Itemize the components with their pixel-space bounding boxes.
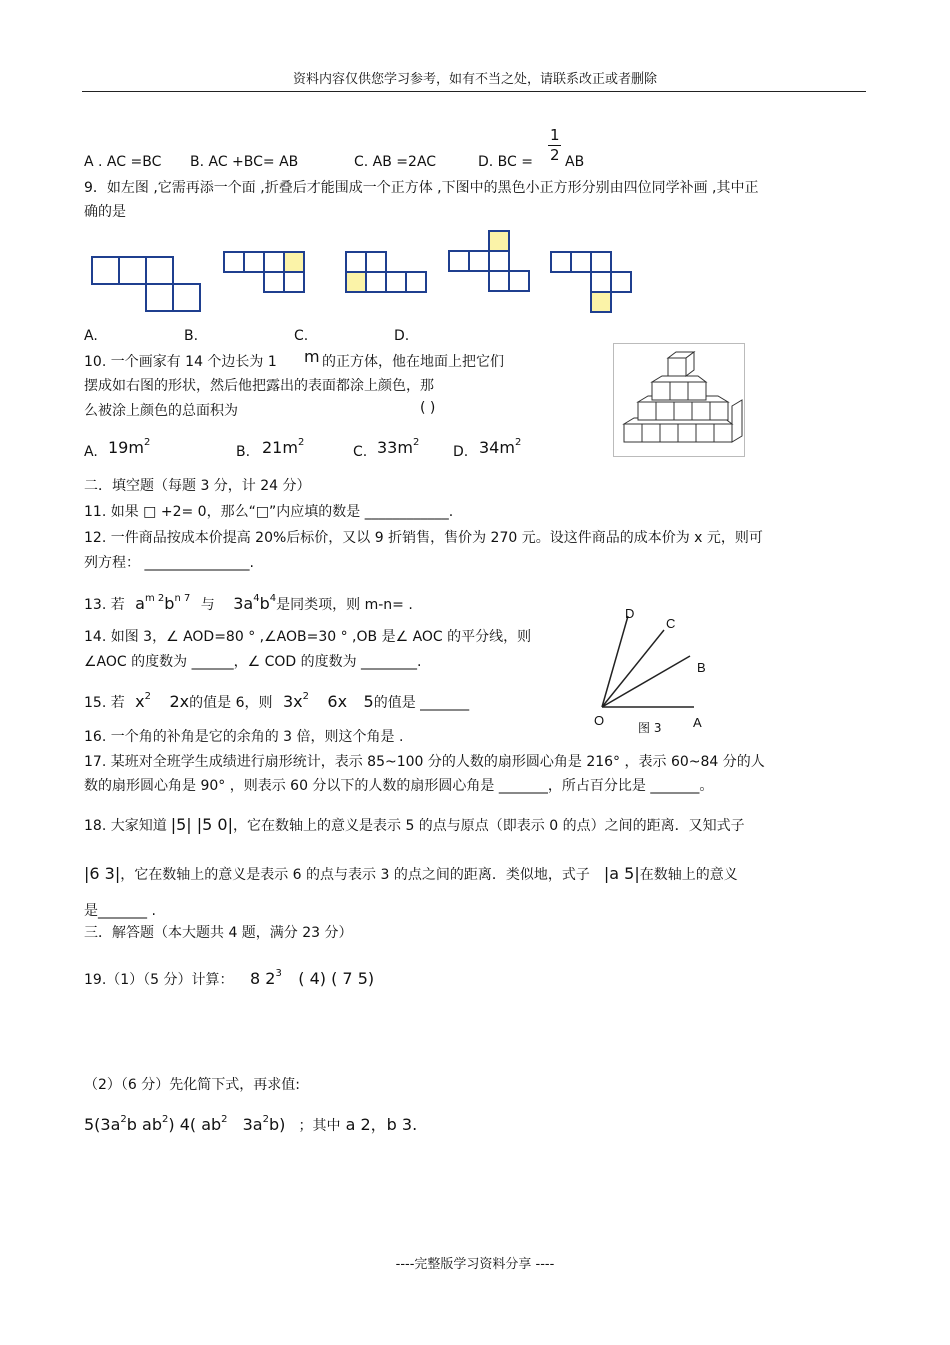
q8-frac-num: 1 [550,126,560,144]
fig3-label-b: B [697,660,706,675]
fig3-caption: 图 3 [638,721,662,735]
page-header: 资料内容仅供您学习参考，如有不当之处，请联系改正或者删除 [292,72,657,87]
q10-line2: 摆成如右图的形状，然后他把露出的表面都涂上颜色，那 [84,378,434,394]
q10-unit-m: m [304,347,320,366]
q12-line2: 列方程： _______________. [84,555,254,571]
net-figure-a [222,250,312,295]
q10-line1b: 的正方体，他在地面上把它们 [322,354,504,370]
q9-label-b: B. [184,328,199,344]
q17-line1: 17. 某班对全班学生成绩进行扇形统计，表示 85~100 分的人数的扇形圆心角是 216° ，表示 60~84 分的人 [84,754,765,770]
q18-line3: 是_______ . [84,903,156,919]
q10-option-a-label: A. [84,444,98,460]
q8-frac-den: 2 [550,146,560,164]
q10-answer-paren: ( ) [420,400,436,416]
net-figure-d [549,250,639,315]
q9-label-d: D. [394,328,410,344]
q14-line1: 14. 如图 3，∠ AOD=80 ° ,∠AOB=30 ° ,OB 是∠ AOC 的平分线，则 [84,629,532,645]
q16-text: 16. 一个角的补角是它的余角的 3 倍，则这个角是 . [84,729,404,745]
q15-text: 15. 若 $x^2$ 2x的值是 6，则 $3x^2$ 6x 5的值是 _______ [84,691,470,711]
q8-option-d: D. BC = [478,154,533,170]
q18-line2: |6 3|，它在数轴上的意义是表示 6 的点与表示 3 的点之间的距离．类似地，式子 |a 5|在数轴上的意义 [84,864,738,883]
q10-option-c-label: C. [353,444,368,460]
q10-option-b-label: B. [236,444,251,460]
net-figure-b [344,250,434,295]
fig3-label-o: O [594,713,605,728]
q10-line1a: 10. 一个画家有 14 个边长为 1 [84,354,277,370]
q10-option-a-value: $19m^2$ [108,437,151,457]
q10-option-b-value: $21m^2$ [262,437,305,457]
q10-option-d-value: $34m^2$ [479,437,522,457]
q9-line2: 确的是 [84,204,126,220]
q19-part1: 19.（1）（5 分）计算： 8 $2^3$ ( 4) ( 7 5) [84,968,375,988]
q8-option-c: C. AB =2AC [354,154,437,170]
net-figure-left [90,255,205,315]
net-figure-c [447,229,537,294]
section2-heading: 二．填空题（每题 3 分，计 24 分） [84,478,311,494]
q19-part2-expression: $5(3a^2b$ $ab^2$) 4( $ab^2$ $3a^2b$) ；其中 a 2，b 3. [84,1114,418,1134]
q10-option-d-label: D. [453,444,469,460]
cube-stack-figure [613,343,745,457]
fig3-label-a: A [693,715,702,730]
q13-text: 13. 若 $a^{m 2}b^{n 7}$ 与 $3a^4b^4$是同类项，则 m-n= . [84,593,413,613]
fig3-label-c: C [666,616,676,631]
q9-label-c: C. [294,328,309,344]
q9-line1: 9．如左图 ,它需再添一个面 ,折叠后才能围成一个正方体 ,下图中的黑色小正方形分别由四位同学补画 ,其中正 [84,180,759,196]
q12-line1: 12. 一件商品按成本价提高 20%后标价，又以 9 折销售，售价为 270 元。设这件商品的成本价为 x 元，则可 [84,530,763,546]
fig3-label-d: D [625,606,635,621]
q11-text: 11. 如果 □ +2= 0，那么“□”内应填的数是 ____________. [84,504,454,520]
q17-line2: 数的扇形圆心角是 90° ，则表示 60 分以下的人数的扇形圆心角是 _______，所占百分比是 _______。 [84,778,714,794]
q18-line1: 18. 大家知道 |5| |5 0|，它在数轴上的意义是表示 5 的点与原点（即表示 0 的点）之间的距离．又知式子 [84,815,745,834]
header-rule [82,91,866,92]
q8-option-a: A . AC =BC [84,154,162,170]
q10-option-c-value: $33m^2$ [377,437,420,457]
q14-line2: ∠AOC 的度数为 ______，∠ COD 的度数为 ________. [84,654,422,670]
q19-part2-line1: （2）（6 分）先化简下式，再求值: [84,1077,300,1093]
q10-line3: 么被涂上颜色的总面积为 [84,403,238,419]
q8-option-b: B. AC +BC= AB [190,154,299,170]
section3-heading: 三．解答题（本大题共 4 题，满分 23 分） [84,925,353,941]
q8-option-d-tail: AB [565,154,585,170]
page-footer: ----完整版学习资料分享 ---- [395,1257,555,1272]
q9-label-a: A. [84,328,98,344]
